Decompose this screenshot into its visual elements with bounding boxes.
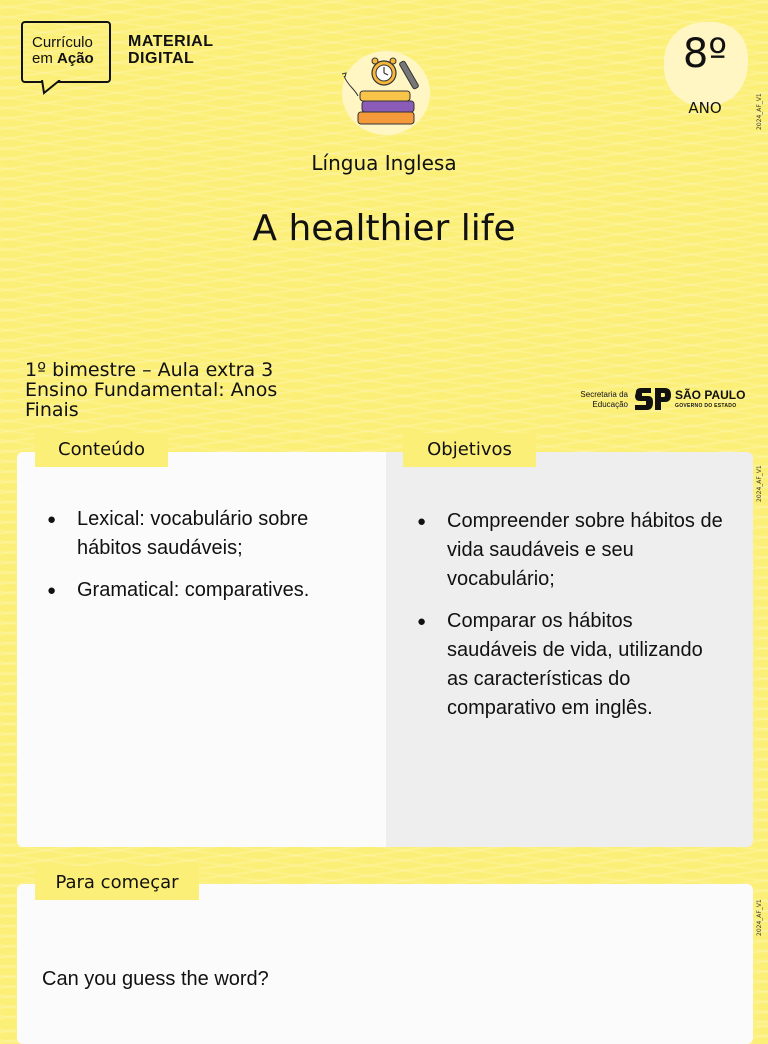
secretaria-label: Secretaria da Educação (580, 390, 628, 409)
side-code: 2024_AF_V1 (756, 899, 763, 936)
para-comecar-card (17, 884, 753, 1044)
list-item: ● Compreender sobre hábitos de vida saudáveis e seu vocabulário; (417, 507, 727, 594)
side-code: 2024_AF_V1 (756, 465, 763, 502)
subject-heading: Língua Inglesa (311, 151, 457, 175)
objetivos-list (417, 507, 727, 736)
list-item: ● Lexical: vocabulário sobre hábitos saudáveis; (47, 505, 367, 563)
material-digital-logo: MATERIAL DIGITAL (128, 33, 214, 67)
curriculo-em-acao-logo (21, 21, 111, 83)
lesson-title: A healthier life (252, 208, 516, 249)
logo-line2: em Ação (32, 50, 94, 67)
grade-label: ANO (688, 99, 722, 117)
conteudo-list (47, 505, 367, 618)
side-code: 2024_AF_V1 (756, 93, 763, 130)
books-clock-icon (336, 46, 436, 138)
question-text: Can you guess the word? (42, 968, 269, 990)
governo-label: GOVERNO DO ESTADO (675, 403, 737, 409)
logo-line1: Currículo (32, 34, 93, 51)
lesson-meta (25, 360, 277, 420)
conteudo-heading: Conteúdo (35, 433, 168, 467)
list-item: ● Comparar os hábitos saudáveis de vida, utilizando as características do comparativo em inglês. (417, 607, 727, 723)
objetivos-heading: Objetivos (403, 433, 536, 467)
meta-line: Ensino Fundamental: Anos (25, 379, 278, 401)
sao-paulo-label: SÃO PAULO (675, 388, 746, 402)
sp-mark-icon (634, 388, 672, 410)
speech-tail-icon (40, 80, 64, 96)
meta-line: 1º bimestre – Aula extra 3 (25, 359, 274, 381)
list-item: ● Gramatical: comparatives. (47, 576, 367, 605)
para-comecar-heading: Para começar (35, 866, 199, 900)
meta-line: Finais (25, 399, 79, 421)
grade-badge (660, 20, 750, 117)
grade-number: 8º (682, 31, 728, 77)
